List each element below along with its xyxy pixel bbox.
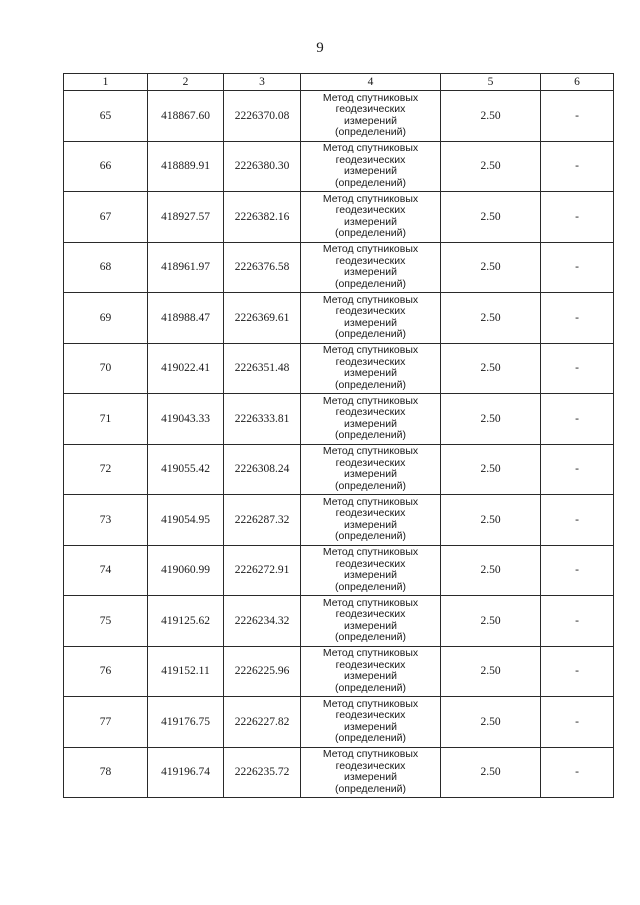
- method-line: (определений): [334, 681, 407, 694]
- method-line: измерений: [344, 417, 397, 430]
- table-row: [64, 91, 614, 142]
- method-line: геодезических: [335, 759, 406, 772]
- method-cell: [301, 545, 441, 596]
- coordinate-x-cell: 419043.33: [148, 394, 224, 445]
- note-cell: -: [541, 545, 614, 596]
- method-line: измерений: [344, 114, 397, 127]
- table-row: [64, 394, 614, 445]
- method-line: Метод спутниковых: [322, 344, 419, 357]
- column-header-6: 6: [541, 74, 614, 91]
- coordinate-x-cell: 419055.42: [148, 444, 224, 495]
- table-row: [64, 495, 614, 546]
- note-cell: -: [541, 747, 614, 798]
- method-cell: [301, 646, 441, 697]
- page-number: 9: [316, 40, 324, 56]
- method-line: (определений): [334, 378, 407, 391]
- method-line: геодезических: [335, 103, 406, 116]
- method-line: Метод спутниковых: [322, 596, 419, 609]
- note-cell: -: [541, 697, 614, 748]
- note-cell: -: [541, 646, 614, 697]
- method-cell: [301, 91, 441, 142]
- point-number-cell: 78: [64, 747, 148, 798]
- coordinate-x-cell: 419152.11: [148, 646, 224, 697]
- coordinate-x-cell: 419125.62: [148, 596, 224, 647]
- method-line: геодезических: [335, 406, 406, 419]
- note-cell: -: [541, 394, 614, 445]
- method-cell: [301, 596, 441, 647]
- method-line: (определений): [334, 227, 407, 240]
- coordinate-x-cell: 419196.74: [148, 747, 224, 798]
- method-line: (определений): [334, 429, 407, 442]
- point-number-cell: 73: [64, 495, 148, 546]
- coordinate-y-cell: 2226272.91: [224, 545, 301, 596]
- method-line: (определений): [334, 580, 407, 593]
- coordinate-y-cell: 2226351.48: [224, 343, 301, 394]
- method-cell: [301, 242, 441, 293]
- method-line: Метод спутниковых: [322, 243, 419, 256]
- accuracy-cell: 2.50: [441, 141, 541, 192]
- accuracy-cell: 2.50: [441, 444, 541, 495]
- method-line: геодезических: [335, 608, 406, 621]
- method-line: измерений: [344, 569, 397, 582]
- method-line: измерений: [344, 771, 397, 784]
- method-line: измерений: [344, 720, 397, 733]
- method-line: (определений): [334, 479, 407, 492]
- table-header-row: [64, 74, 614, 91]
- method-line: измерений: [344, 518, 397, 531]
- method-line: Метод спутниковых: [322, 647, 419, 660]
- method-line: измерений: [344, 266, 397, 279]
- coordinate-y-cell: 2226227.82: [224, 697, 301, 748]
- method-line: Метод спутниковых: [322, 142, 419, 155]
- method-line: измерений: [344, 468, 397, 481]
- coordinate-y-cell: 2226287.32: [224, 495, 301, 546]
- note-cell: -: [541, 444, 614, 495]
- accuracy-cell: 2.50: [441, 91, 541, 142]
- method-line: измерений: [344, 316, 397, 329]
- table-row: [64, 293, 614, 344]
- coordinate-y-cell: 2226308.24: [224, 444, 301, 495]
- method-cell: [301, 495, 441, 546]
- method-line: измерений: [344, 367, 397, 380]
- method-line: геодезических: [335, 456, 406, 469]
- point-number-cell: 68: [64, 242, 148, 293]
- method-line: геодезических: [335, 305, 406, 318]
- point-number-cell: 69: [64, 293, 148, 344]
- accuracy-cell: 2.50: [441, 192, 541, 243]
- point-number-cell: 67: [64, 192, 148, 243]
- table-row: [64, 242, 614, 293]
- note-cell: -: [541, 242, 614, 293]
- method-line: (определений): [334, 631, 407, 644]
- column-header-4: 4: [301, 74, 441, 91]
- method-line: геодезических: [335, 204, 406, 217]
- coordinate-y-cell: 2226333.81: [224, 394, 301, 445]
- method-cell: [301, 747, 441, 798]
- note-cell: -: [541, 141, 614, 192]
- method-line: (определений): [334, 782, 407, 795]
- method-line: геодезических: [335, 658, 406, 671]
- table-row: [64, 545, 614, 596]
- note-cell: -: [541, 192, 614, 243]
- method-line: (определений): [334, 732, 407, 745]
- coordinate-y-cell: 2226380.30: [224, 141, 301, 192]
- coordinates-table: [63, 73, 614, 798]
- method-line: геодезических: [335, 557, 406, 570]
- method-line: (определений): [334, 530, 407, 543]
- coordinate-x-cell: 419060.99: [148, 545, 224, 596]
- method-line: измерений: [344, 165, 397, 178]
- point-number-cell: 75: [64, 596, 148, 647]
- accuracy-cell: 2.50: [441, 646, 541, 697]
- column-header-1: 1: [64, 74, 148, 91]
- method-cell: [301, 444, 441, 495]
- coordinate-x-cell: 419054.95: [148, 495, 224, 546]
- point-number-cell: 70: [64, 343, 148, 394]
- method-line: (определений): [334, 277, 407, 290]
- accuracy-cell: 2.50: [441, 394, 541, 445]
- table-row: [64, 192, 614, 243]
- coordinate-y-cell: 2226382.16: [224, 192, 301, 243]
- coordinate-x-cell: 419022.41: [148, 343, 224, 394]
- method-cell: [301, 293, 441, 344]
- table-row: [64, 646, 614, 697]
- table-row: [64, 596, 614, 647]
- table-row: [64, 697, 614, 748]
- method-line: геодезических: [335, 153, 406, 166]
- method-cell: [301, 343, 441, 394]
- method-line: Метод спутниковых: [322, 394, 419, 407]
- note-cell: -: [541, 343, 614, 394]
- coordinate-y-cell: 2226235.72: [224, 747, 301, 798]
- method-line: Метод спутниковых: [322, 748, 419, 761]
- accuracy-cell: 2.50: [441, 596, 541, 647]
- method-cell: [301, 394, 441, 445]
- coordinate-y-cell: 2226370.08: [224, 91, 301, 142]
- point-number-cell: 65: [64, 91, 148, 142]
- method-line: Метод спутниковых: [322, 293, 419, 306]
- coordinate-x-cell: 419176.75: [148, 697, 224, 748]
- table-row: [64, 444, 614, 495]
- point-number-cell: 66: [64, 141, 148, 192]
- accuracy-cell: 2.50: [441, 697, 541, 748]
- method-line: Метод спутниковых: [322, 697, 419, 710]
- point-number-cell: 74: [64, 545, 148, 596]
- point-number-cell: 72: [64, 444, 148, 495]
- coordinate-x-cell: 418867.60: [148, 91, 224, 142]
- coordinate-y-cell: 2226376.58: [224, 242, 301, 293]
- method-cell: [301, 192, 441, 243]
- coordinate-x-cell: 418889.91: [148, 141, 224, 192]
- point-number-cell: 71: [64, 394, 148, 445]
- accuracy-cell: 2.50: [441, 747, 541, 798]
- coordinate-x-cell: 418927.57: [148, 192, 224, 243]
- column-header-5: 5: [441, 74, 541, 91]
- method-line: измерений: [344, 670, 397, 683]
- note-cell: -: [541, 596, 614, 647]
- table-row: [64, 747, 614, 798]
- method-line: измерений: [344, 619, 397, 632]
- point-number-cell: 76: [64, 646, 148, 697]
- note-cell: -: [541, 495, 614, 546]
- column-header-3: 3: [224, 74, 301, 91]
- note-cell: -: [541, 293, 614, 344]
- method-line: Метод спутниковых: [322, 445, 419, 458]
- method-line: геодезических: [335, 709, 406, 722]
- column-header-2: 2: [148, 74, 224, 91]
- method-line: геодезических: [335, 507, 406, 520]
- coordinate-x-cell: 418961.97: [148, 242, 224, 293]
- note-cell: -: [541, 91, 614, 142]
- method-line: Метод спутниковых: [322, 91, 419, 104]
- accuracy-cell: 2.50: [441, 242, 541, 293]
- coordinate-x-cell: 418988.47: [148, 293, 224, 344]
- accuracy-cell: 2.50: [441, 495, 541, 546]
- method-line: (определений): [334, 126, 407, 139]
- method-cell: [301, 141, 441, 192]
- point-number-cell: 77: [64, 697, 148, 748]
- method-cell: [301, 697, 441, 748]
- method-line: Метод спутниковых: [322, 495, 419, 508]
- method-line: геодезических: [335, 355, 406, 368]
- method-line: геодезических: [335, 254, 406, 267]
- accuracy-cell: 2.50: [441, 343, 541, 394]
- method-line: Метод спутниковых: [322, 192, 419, 205]
- coordinate-y-cell: 2226234.32: [224, 596, 301, 647]
- accuracy-cell: 2.50: [441, 293, 541, 344]
- coordinate-y-cell: 2226369.61: [224, 293, 301, 344]
- method-line: Метод спутниковых: [322, 546, 419, 559]
- accuracy-cell: 2.50: [441, 545, 541, 596]
- method-line: (определений): [334, 176, 407, 189]
- method-line: измерений: [344, 215, 397, 228]
- coordinate-y-cell: 2226225.96: [224, 646, 301, 697]
- table-row: [64, 343, 614, 394]
- method-line: (определений): [334, 328, 407, 341]
- table-row: [64, 141, 614, 192]
